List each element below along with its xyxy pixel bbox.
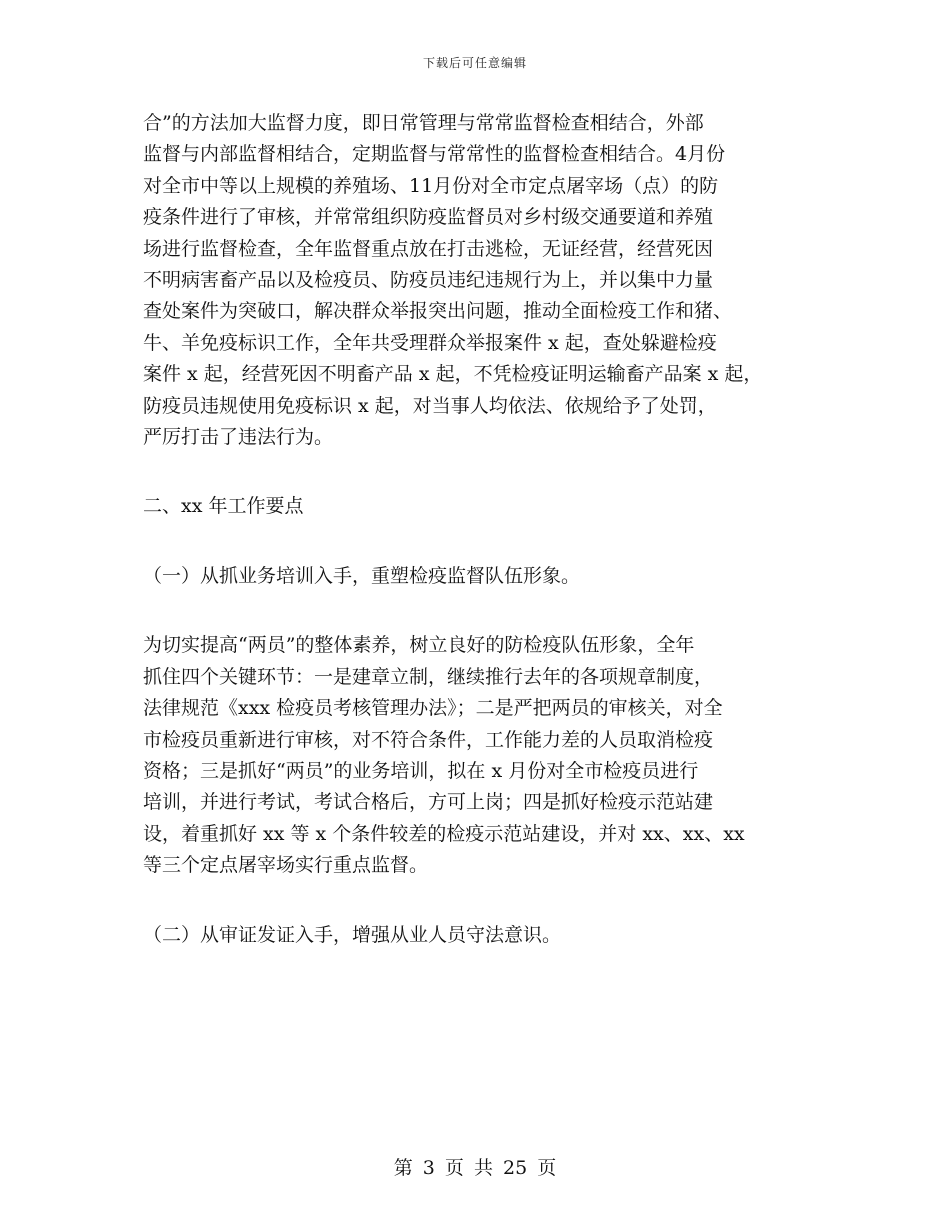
spacer [143,523,843,561]
text-line: 疫条件进行了审核，并常常组织防疫监督员对乡村级交通要道和养殖 [143,206,714,229]
text-line: 合”的方法加大监督力度，即日常管理与常常监督检查相结合，外部 [143,112,704,134]
text-line: 法律规范《xxx 检疫员考核管理办法》；二是严把两员的审核关，对全 [143,697,723,720]
text-line: 监督与内部监督相结合，定期监督与常常性的监督检查相结合。4月份 [143,143,726,166]
text-line: 查处案件为突破口，解决群众举报突出问题，推动全面检疫工作和猪、 [143,300,733,323]
text-line: 对全市中等以上规模的养殖场、11月份对全市定点屠宰场（点）的防 [143,174,719,197]
page-footer: 第 3 页 共 25 页 [393,1157,557,1179]
text-line: 培训，并进行考试，考试合格后，方可上岗；四是抓好检疫示范站建 [143,791,714,814]
document-body [143,108,843,951]
text-line: 市检疫员重新进行审核，对不符合条件，工作能力差的人员取消检疫 [143,728,714,751]
subsection-heading-training: （一）从抓业务培训入手，重塑检疫监督队伍形象。 [143,564,581,587]
text-line: 等三个定点屠宰场实行重点监督。 [143,854,429,877]
paragraph-inspection-summary [143,108,843,453]
text-line: 设，着重抓好 xx 等 x 个条件较差的检疫示范站建设，并对 xx、xx、xx [143,822,745,845]
spacer [143,882,843,920]
subsection-heading-certification: （二）从审证发证入手，增强从业人员守法意识。 [143,923,562,946]
text-line: 场进行监督检查，全年监督重点放在打击逃检，无证经营，经营死因 [143,237,714,260]
text-line: 抓住四个关键环节：一是建章立制，继续推行去年的各项规章制度， [143,665,714,688]
text-line: 为切实提高“两员”的整体素养，树立良好的防检疫队伍形象，全年 [143,634,695,657]
text-line: 牛、羊免疫标识工作，全年共受理群众举报案件 x 起，查处躲避检疫 [143,331,717,354]
text-line: 资格；三是抓好“两员”的业务培训，拟在 x 月份对全市检疫员进行 [143,759,699,782]
text-line: 案件 x 起，经营死因不明畜产品 x 起，不凭检疫证明运输畜产品案 x 起， [143,363,763,386]
text-line: 严厉打击了违法行为。 [143,426,334,449]
page-header: 下载后可任意编辑 [422,56,527,70]
section-heading-work-points: 二、xx 年工作要点 [143,495,304,518]
text-line: 防疫员违规使用免疫标识 x 起，对当事人均依法、依规给予了处罚， [143,394,717,417]
paragraph-training-plan [143,630,843,881]
spacer [143,453,843,491]
text-line: 不明病害畜产品以及检疫员、防疫员违纪违规行为上，并以集中力量 [143,269,714,292]
spacer [143,592,843,630]
